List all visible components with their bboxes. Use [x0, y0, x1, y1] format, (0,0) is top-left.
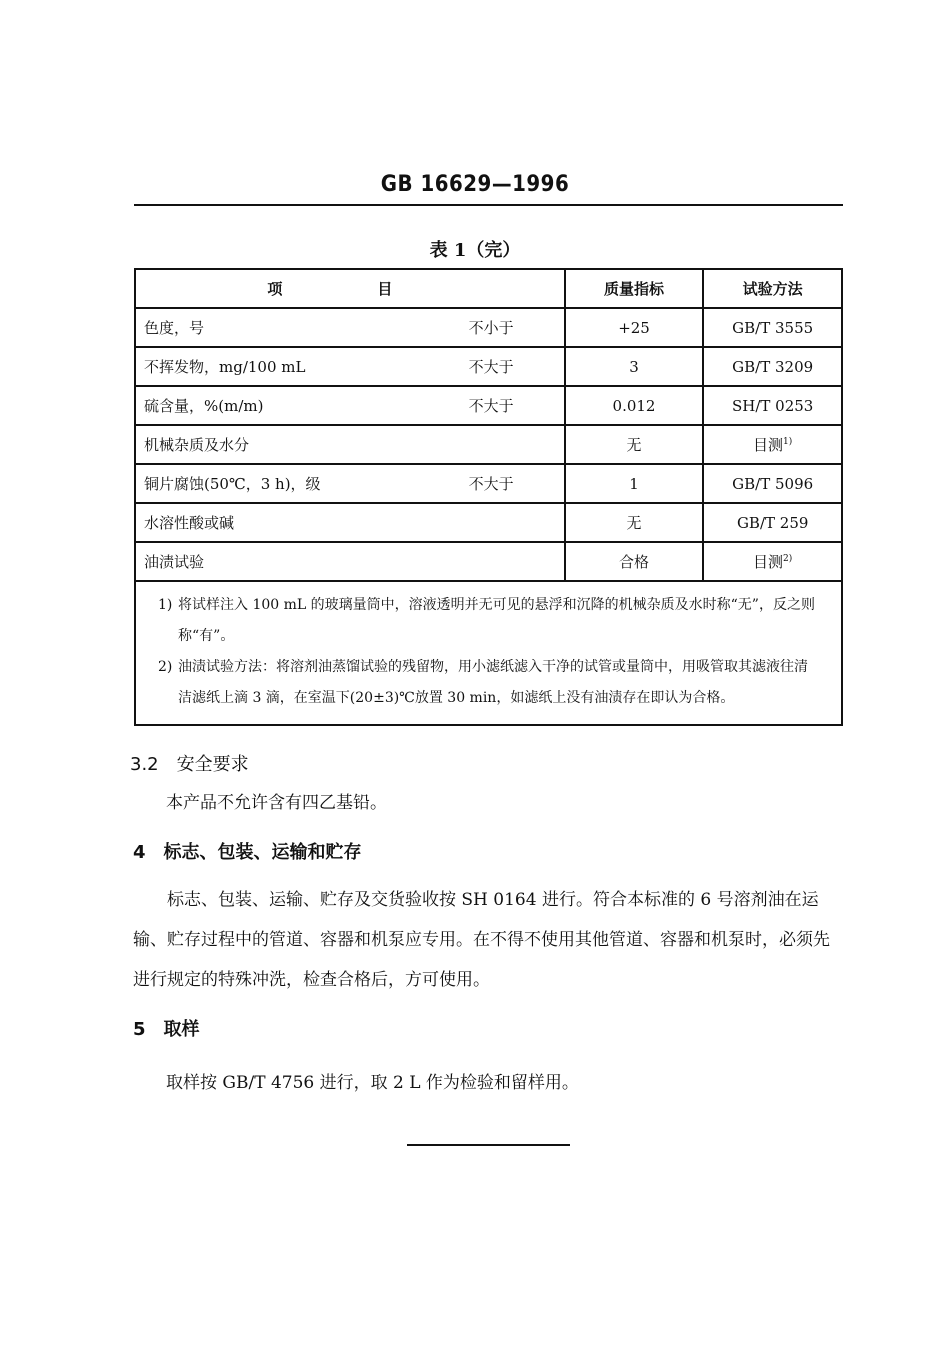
section-5-heading: 5 取样: [133, 1019, 200, 1040]
end-rule: [407, 1144, 570, 1146]
table-header-row: [135, 269, 842, 308]
row-limit: 不大于: [468, 397, 514, 415]
row-value: 无: [565, 425, 704, 464]
table-row: [135, 425, 842, 464]
row-value: 3: [565, 347, 704, 386]
spec-table: [134, 268, 843, 726]
section-5-body: 取样按 GB/T 4756 进行，取 2 L 作为检验和留样用。: [166, 1073, 579, 1093]
table-caption: 表 1（完）: [429, 240, 521, 261]
row-limit: 不小于: [468, 319, 514, 337]
section-4-heading: 4 标志、包装、运输和贮存: [133, 842, 362, 863]
row-method: GB/T 3209: [703, 347, 842, 386]
row-value: 无: [565, 503, 704, 542]
row-item: 不挥发物，mg/100 mL: [144, 358, 306, 376]
table-row: [135, 503, 842, 542]
row-value: 1: [565, 464, 704, 503]
row-limit: 不大于: [468, 358, 514, 376]
row-method: 目测$^{2)}$: [703, 542, 842, 581]
row-method: 目测$^{1)}$: [703, 425, 842, 464]
col-header-quality: 质量指标: [565, 269, 704, 308]
row-method: SH/T 0253: [703, 386, 842, 425]
row-item: 铜片腐蚀(50℃，3 h)，级: [144, 475, 321, 493]
table-notes-row: [135, 581, 842, 725]
standard-header: GB 16629—1996: [380, 172, 570, 197]
row-item: 硫含量，%(m/m): [144, 397, 264, 415]
row-item: 水溶性酸或碱: [144, 514, 235, 532]
row-method: GB/T 3555: [703, 308, 842, 347]
row-value: +25: [565, 308, 704, 347]
footnote: 1) 将试样注入 100 mL 的玻璃量筒中，溶液透明并无可见的悬浮和沉降的机械杂质及水时称“无”，反之则称“有”。: [158, 597, 815, 644]
section-4-body: 标志、包装、运输、贮存及交货验收按 SH 0164 进行。符合本标准的 6 号溶剂油在运输、贮存过程中的管道、容器和机泵应专用。在不得不使用其他管道、容器和机泵时，必须先进行规定的特殊冲洗，检查合格后，方可使用。: [133, 890, 830, 990]
row-item: 油渍试验: [144, 553, 205, 571]
col-header-method: 试验方法: [703, 269, 842, 308]
table-row: [135, 542, 842, 581]
table-row: [135, 464, 842, 503]
row-value: 0.012: [565, 386, 704, 425]
row-item: 色度，号: [144, 319, 205, 337]
section-3-2-heading: 3.2 安全要求: [130, 754, 249, 775]
row-item: 机械杂质及水分: [144, 436, 250, 454]
header-rule: [134, 204, 843, 206]
table-row: [135, 386, 842, 425]
table-row: [135, 347, 842, 386]
table-notes: [135, 581, 842, 725]
section-3-2-body: 本产品不允许含有四乙基铅。: [166, 793, 387, 813]
col-header-item: 项 目: [135, 269, 565, 308]
row-limit: 不大于: [468, 475, 514, 493]
row-method: GB/T 259: [703, 503, 842, 542]
row-value: 合格: [565, 542, 704, 581]
table-row: [135, 308, 842, 347]
footnote: 2) 油渍试验方法：将溶剂油蒸馏试验的残留物，用小滤纸滤入干净的试管或量筒中，用吸管取其滤液往清洁滤纸上滴 3 滴，在室温下(20±3)℃放置 30 min，如滤纸上没有油渍存在即认为合格。: [158, 659, 808, 706]
row-method: GB/T 5096: [703, 464, 842, 503]
